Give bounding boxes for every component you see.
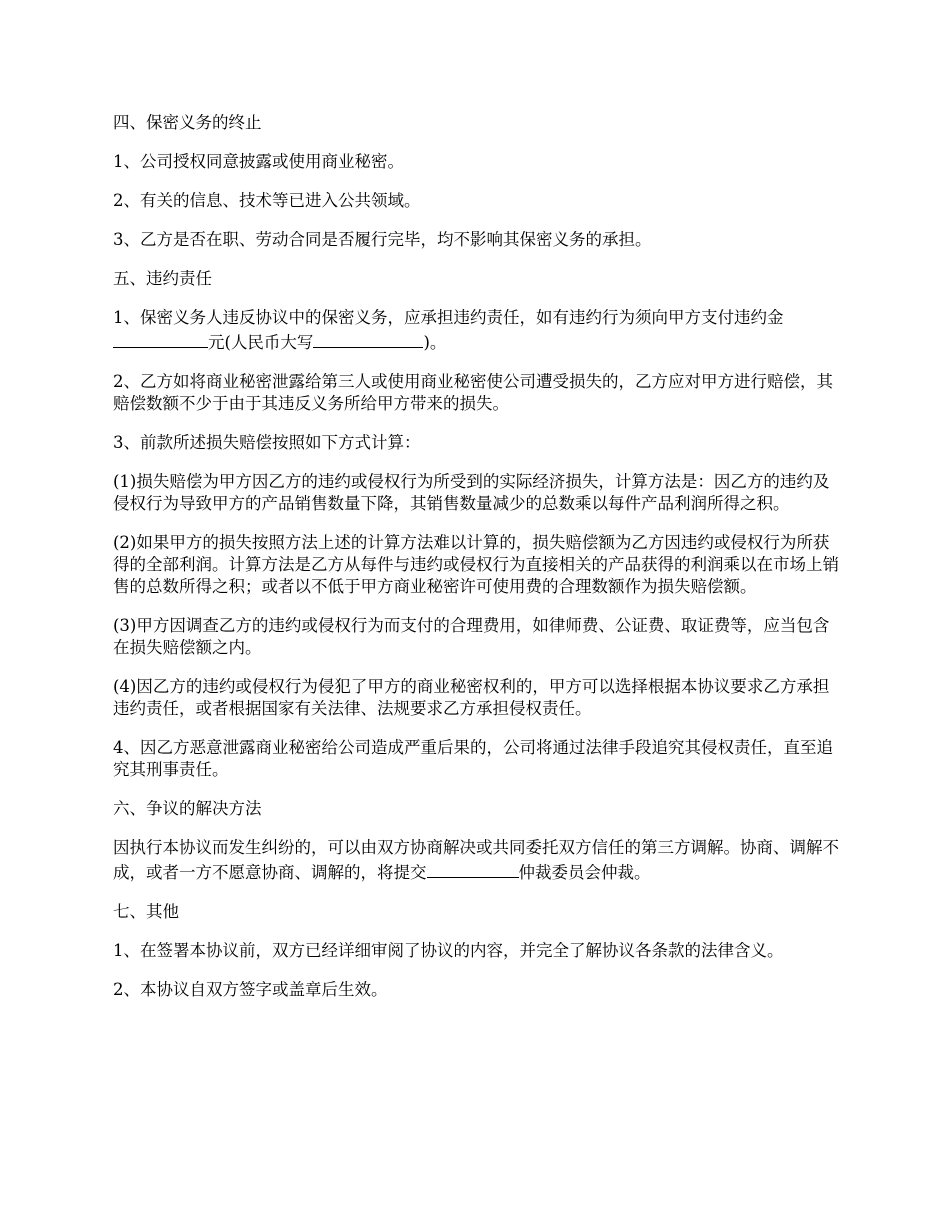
sub-clause-3: (3)甲方因调查乙方的违约或侵权行为而支付的合理费用，如律师费、公证费、取证费等，应当包含在损失赔偿额之内。 [113, 616, 830, 657]
arbitration-committee-blank [427, 859, 519, 878]
section-heading-other: 七、其他 [113, 902, 179, 921]
document-body [113, 112, 843, 1018]
sub-clause-1: (1)损失赔偿为甲方因乙方的违约或侵权行为所受到的实际经济损失，计算方法是：因乙方的违约及侵权行为导致甲方的产品销售数量下降，其销售数量减少的总数乘以每件产品利润所得之积。 [113, 472, 830, 513]
clause-termination-3: 3、乙方是否在职、劳动合同是否履行完毕，均不影响其保密义务的承担。 [113, 230, 652, 249]
sub-clause-4: (4)因乙方的违约或侵权行为侵犯了甲方的商业秘密权利的，甲方可以选择根据本协议要求乙方承担违约责任，或者根据国家有关法律、法规要求乙方承担侵权责任。 [113, 677, 830, 718]
clause-liability-2: 2、乙方如将商业秘密泄露给第三人或使用商业秘密使公司遭受损失的，乙方应对甲方进行赔偿，其赔偿数额不少于由于其违反义务所给甲方带来的损失。 [113, 372, 833, 413]
clause-text: 因执行本协议而发生纠纷的，可以由双方协商解决或共同委托双方信任的第三方调解。协商、调解不成，或者一方不愿意协商、调解的，将提交 [113, 838, 839, 882]
penalty-amount-words-blank [313, 329, 423, 348]
section-heading-liability: 五、违约责任 [113, 269, 212, 288]
clause-text: 元(人民币大写 [208, 333, 314, 352]
clause-liability-3: 3、前款所述损失赔偿按照如下方式计算： [113, 433, 421, 452]
section-heading-termination: 四、保密义务的终止 [113, 113, 262, 132]
clause-termination-1: 1、公司授权同意披露或使用商业秘密。 [113, 152, 404, 171]
clause-text: 仲裁委员会仲裁。 [518, 863, 651, 882]
clause-text: 1、保密义务人违反协议中的保密义务，应承担违约责任，如有违约行为须向甲方支付违约金 [113, 308, 784, 327]
clause-dispute [113, 837, 843, 884]
clause-text: )。 [423, 333, 447, 352]
sub-clause-2: (2)如果甲方的损失按照方法上述的计算方法难以计算的，损失赔偿额为乙方因违约或侵权行为所获得的全部利润。计算方法是乙方从每件与违约或侵权行为直接相关的产品获得的利润乘以在市场上销售的总数所得之积；或者以不低于甲方商业秘密许可使用费的合理数额作为损失赔偿额。 [113, 533, 839, 596]
clause-other-2: 2、本协议自双方签字或盖章后生效。 [113, 980, 388, 999]
clause-liability-1 [113, 307, 843, 354]
penalty-amount-blank [113, 329, 208, 348]
clause-termination-2: 2、有关的信息、技术等已进入公共领域。 [113, 191, 421, 210]
section-heading-dispute: 六、争议的解决方法 [113, 799, 262, 818]
clause-other-1: 1、在签署本协议前，双方已经详细审阅了协议的内容，并完全了解协议各条款的法律含义。 [113, 941, 784, 960]
clause-liability-4: 4、因乙方恶意泄露商业秘密给公司造成严重后果的，公司将通过法律手段追究其侵权责任，直至追究其刑事责任。 [113, 738, 833, 779]
